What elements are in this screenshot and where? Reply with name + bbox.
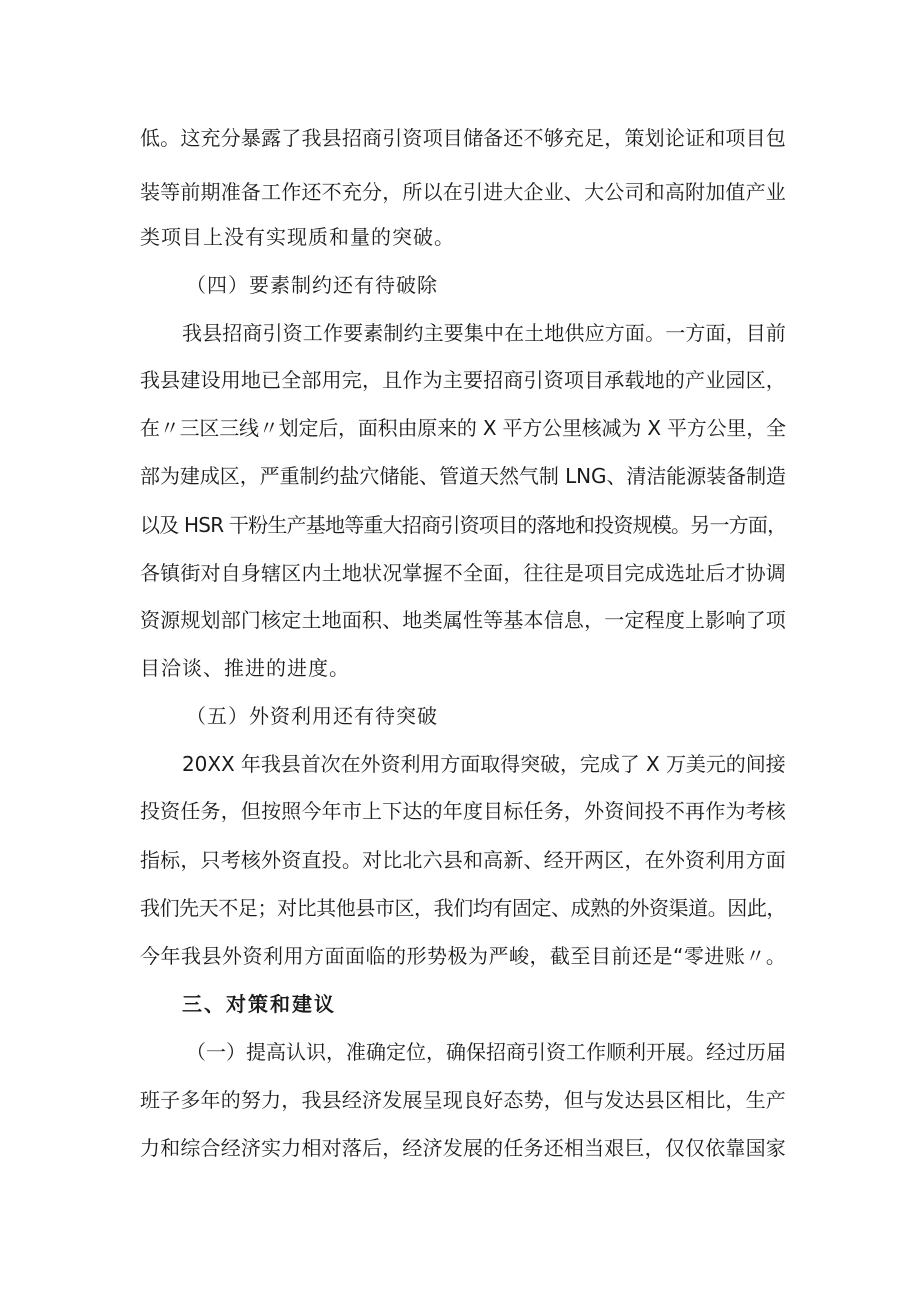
paragraph-3-line-5: 今年我县外资利用方面面临的形势极为严峻，截至目前还是“零进账〃。 — [140, 944, 787, 968]
section-heading-5: （五）外资利用还有待突破 — [186, 704, 438, 728]
paragraph-3-line-3: 指标，只考核外资直投。对比北六县和高新、经开两区，在外资利用方面 — [140, 848, 786, 872]
paragraph-4-line-2: 班子多年的努力，我县经济发展呈现良好态势，但与发达县区相比，生产 — [140, 1088, 786, 1112]
section-title-3: 三、对策和建议 — [182, 992, 336, 1016]
paragraph-2-line-6: 各镇街对自身辖区内土地状况掌握不全面，往往是项目完成选址后才协调 — [140, 561, 786, 585]
paragraph-2-line-3: 在〃三区三线〃划定后，面积由原来的 X 平方公里核减为 X 平方公里，全 — [140, 416, 786, 440]
paragraph-3-line-4: 我们先天不足；对比其他县市区，我们均有固定、成熟的外资渠道。因此， — [140, 896, 786, 920]
paragraph-2-line-2: 我县建设用地已全部用完，且作为主要招商引资项目承载地的产业园区， — [140, 368, 786, 392]
section-heading-4: （四）要素制约还有待破除 — [186, 273, 438, 297]
paragraph-2-line-1: 我县招商引资工作要素制约主要集中在土地供应方面。一方面，目前 — [182, 321, 786, 345]
paragraph-2-line-7: 资源规划部门核定土地面积、地类属性等基本信息，一定程度上影响了项 — [140, 608, 786, 632]
paragraph-3-line-2: 投资任务，但按照今年市上下达的年度目标任务，外资间投不再作为考核 — [140, 799, 786, 823]
paragraph-1-line-2: 装等前期准备工作还不充分，所以在引进大企业、大公司和高附加值产业 — [140, 180, 786, 204]
paragraph-1-line-3: 类项目上没有实现质和量的突破。 — [140, 225, 455, 249]
paragraph-4-line-1: （一）提高认识，准确定位，确保招商引资工作顺利开展。经过历届 — [186, 1040, 786, 1064]
paragraph-2-line-5: 以及 HSR 干粉生产基地等重大招商引资项目的落地和投资规模。另一方面， — [140, 513, 787, 537]
paragraph-4-line-3: 力和综合经济实力相对落后，经济发展的任务还相当艰巨，仅仅依靠国家 — [140, 1136, 786, 1160]
paragraph-3-line-1: 20XX 年我县首次在外资利用方面取得突破，完成了 X 万美元的间接 — [182, 752, 786, 776]
paragraph-2-line-8: 目洽谈、推进的进度。 — [140, 656, 350, 680]
paragraph-1-line-1: 低。这充分暴露了我县招商引资项目储备还不够充足，策划论证和项目包 — [140, 126, 786, 150]
paragraph-2-line-4: 部为建成区，严重制约盐穴储能、管道天然气制 LNG、清洁能源装备制造 — [140, 464, 786, 488]
